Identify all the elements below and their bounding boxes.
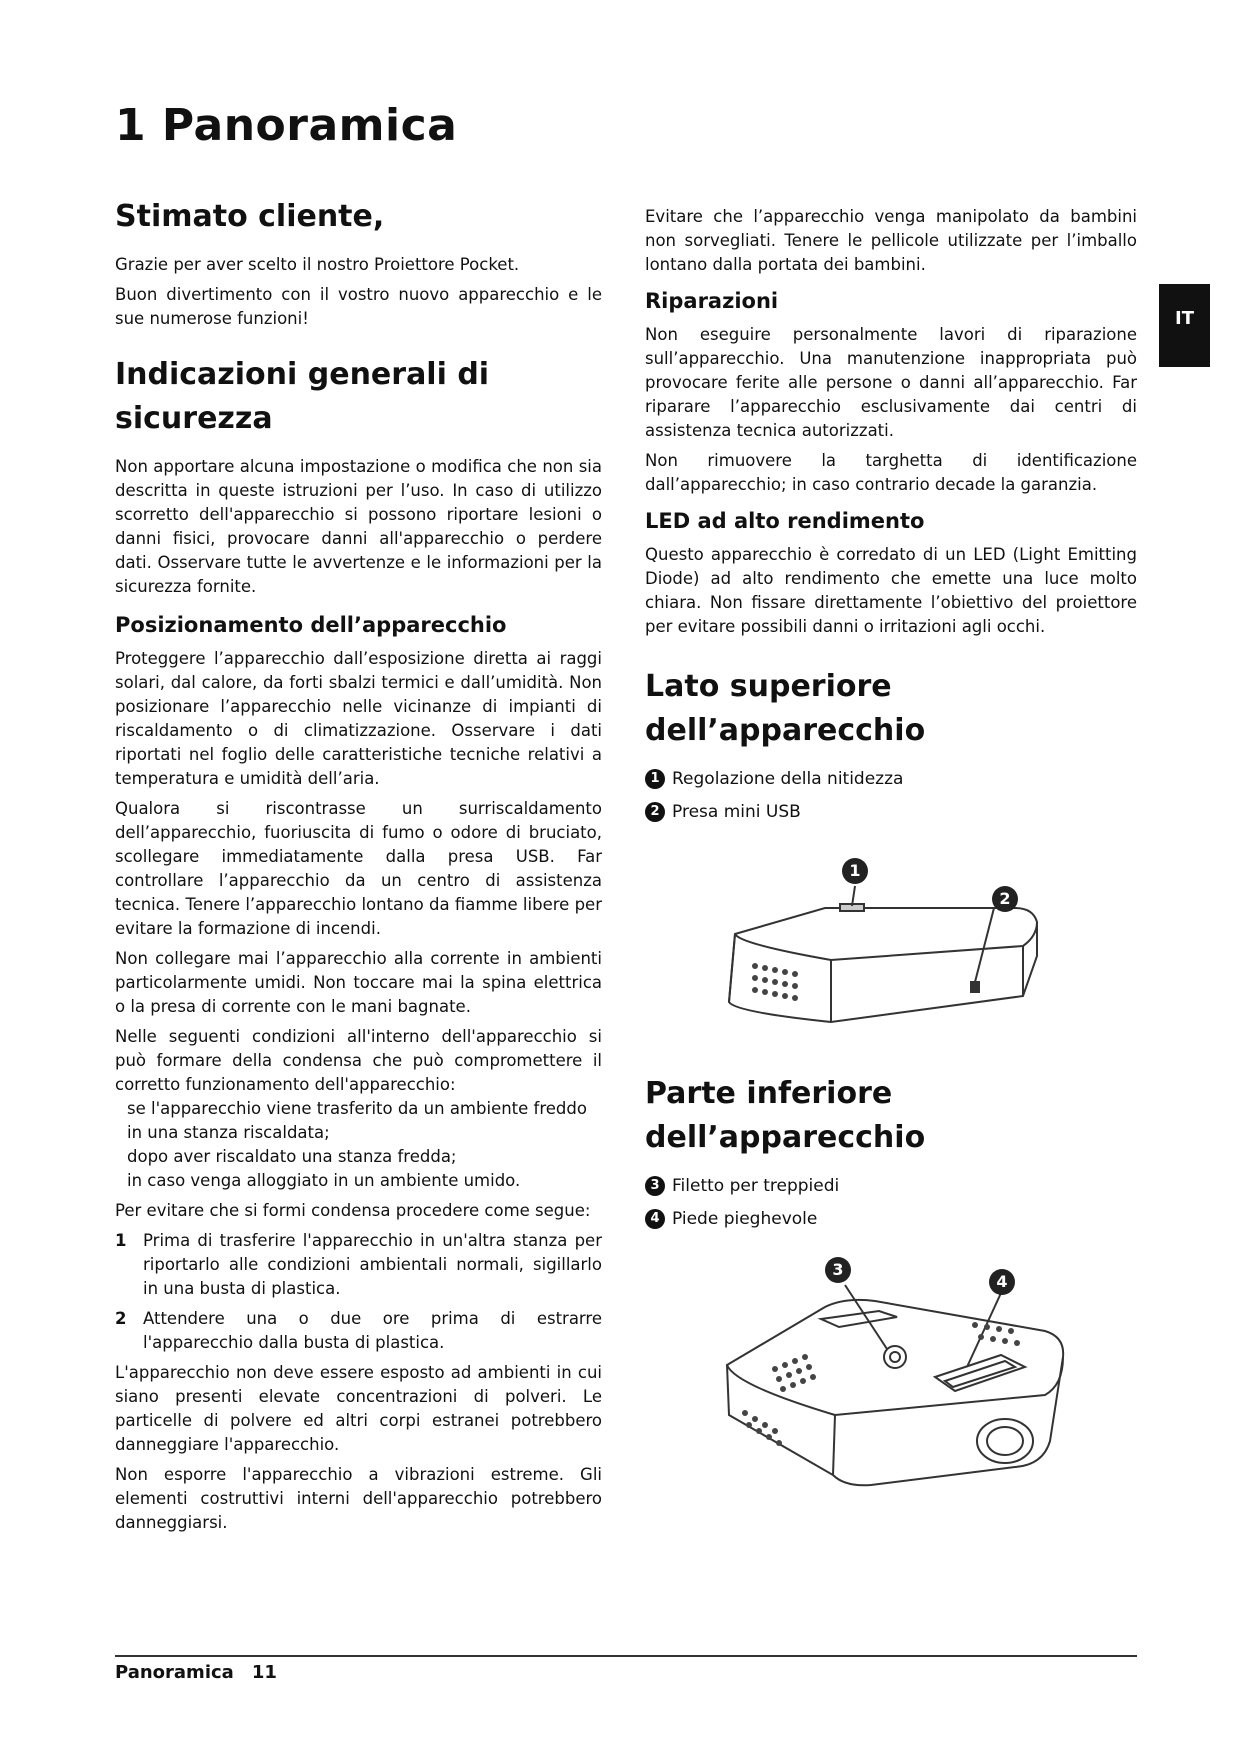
step-item — [115, 1307, 602, 1355]
led-heading: LED ad alto rendimento — [645, 509, 925, 533]
step-text: Prima di trasferire l'apparecchio in un'altra stanza per riportarlo alle condizioni ambientali normali, sigillarlo in una busta di plastica. — [143, 1231, 602, 1298]
callout-number-badge: 4 — [645, 1209, 665, 1229]
positioning-paragraph-2: Qualora si riscontrasse un surriscaldamento dell’apparecchio, fuoriuscita di fumo o odore di bruciato, scollegare immediatamente dalla presa USB. Far controllare l’apparecchio da un centro di assistenza tecnica. Tenere l’apparecchio lontano da fiamme libere per evitare la formazione di incendi. — [115, 799, 602, 938]
step-item — [115, 1229, 602, 1301]
positioning-paragraph-3: Non collegare mai l’apparecchio alla corrente in ambienti particolarmente umidi. Non toccare mai la spina elettrica o la presa di corrente con le mani bagnate. — [115, 949, 602, 1016]
conditions-list — [115, 1097, 602, 1193]
footer-section: Panoramica — [115, 1662, 234, 1683]
legend-item — [645, 1174, 1137, 1198]
footer-divider — [115, 1655, 1137, 1657]
positioning-paragraph-7: Non esporre l'apparecchio a vibrazioni estreme. Gli elementi costruttivi interni dell'apparecchio potrebbero danneggiarsi. — [115, 1465, 602, 1532]
page-title: 1 Panoramica — [115, 100, 458, 151]
positioning-heading: Posizionamento dell’apparecchio — [115, 613, 507, 637]
positioning-paragraph-6: L'apparecchio non deve essere esposto ad ambienti in cui siano presenti elevate concentrazioni di polveri. Le particelle di polvere ed altri corpi estranei potrebbero danneggiare l'apparecchio. — [115, 1363, 602, 1454]
list-item: dopo aver riscaldato una stanza fredda; — [127, 1147, 457, 1166]
repairs-paragraph-2: Non rimuovere la targhetta di identificazione dall’apparecchio; in caso contrario decade la garanzia. — [645, 451, 1137, 494]
projector-top-illustration — [645, 836, 1137, 1046]
legend-label: Filetto per treppiedi — [672, 1176, 840, 1196]
intro-paragraph-2: Buon divertimento con il vostro nuovo apparecchio e le sue numerose funzioni! — [115, 285, 602, 328]
positioning-paragraph-1: Proteggere l’apparecchio dall’esposizione diretta ai raggi solari, dal calore, da forti sbalzi termici e dall’umidità. Non posizionare l’apparecchio nelle vicinanze di impianti di riscaldamento o di climatizzazione. Osservare i dati riportati nel foglio delle caratteristiche tecniche relativi a temperatura e umidità dell’aria. — [115, 649, 602, 788]
legend-item — [645, 800, 1137, 824]
positioning-paragraph-5: Per evitare che si formi condensa procedere come segue: — [115, 1201, 591, 1220]
safety-heading: Indicazioni generali di sicurezza — [115, 357, 490, 436]
safety-paragraph: Non apportare alcuna impostazione o modifica che non sia descritta in queste istruzioni per l’uso. In caso di utilizzo scorretto dell'apparecchio si possono riportare lesioni o danni fisici, provocare danni all'apparecchio o perdere dati. Osservare tutte le avvertenze e le informazioni per la sicurezza fornite. — [115, 457, 602, 596]
callout-number-badge: 3 — [645, 1176, 665, 1196]
callout-number-badge: 1 — [645, 769, 665, 789]
callout-1: 1 — [842, 858, 868, 884]
led-paragraph: Questo apparecchio è corredato di un LED (Light Emitting Diode) ad alto rendimento che emette una luce molto chiara. Non fissare direttamente l’obiettivo del proiettore per evitare possibili danni o irritazioni agli occhi. — [645, 545, 1137, 636]
list-item: in caso venga alloggiato in un ambiente umido. — [127, 1171, 521, 1190]
top-side-heading: Lato superiore dell’apparecchio — [645, 669, 926, 748]
children-paragraph: Evitare che l’apparecchio venga manipolato da bambini non sorvegliati. Tenere le pellicole utilizzate per l’imballo lontano dalla portata dei bambini. — [645, 207, 1137, 274]
page-number: 11 — [251, 1662, 277, 1683]
bottom-view-figure — [645, 1245, 1137, 1505]
legend-label: Presa mini USB — [672, 802, 801, 822]
legend-item — [645, 1207, 1137, 1231]
legend-label: Regolazione della nitidezza — [672, 769, 904, 789]
greeting-heading: Stimato cliente, — [115, 199, 385, 234]
callout-4: 4 — [989, 1269, 1015, 1295]
positioning-paragraph-4: Nelle seguenti condizioni all'interno dell'apparecchio si può formare della condensa che può compromettere il corretto funzionamento dell'apparecchio: — [115, 1027, 602, 1094]
projector-bottom-illustration — [645, 1245, 1137, 1505]
step-text: Attendere una o due ore prima di estrarre l'apparecchio dalla busta di plastica. — [143, 1309, 602, 1352]
callout-3: 3 — [825, 1257, 851, 1283]
step-number: 1 — [115, 1231, 127, 1250]
legend-item — [645, 767, 1137, 791]
right-column — [645, 205, 1137, 1505]
list-item: se l'apparecchio viene trasferito da un ambiente freddo in una stanza riscaldata; — [127, 1099, 587, 1142]
intro-paragraph-1: Grazie per aver scelto il nostro Proiettore Pocket. — [115, 255, 520, 274]
repairs-paragraph-1: Non eseguire personalmente lavori di riparazione sull’apparecchio. Una manutenzione inappropriata può provocare ferite alle persone o danni all’apparecchio. Far riparare l’apparecchio esclusivamente dai centri di assistenza tecnica autorizzati. — [645, 325, 1137, 440]
left-column — [115, 195, 602, 1541]
callout-number-badge: 2 — [645, 802, 665, 822]
repairs-heading: Riparazioni — [645, 289, 779, 313]
language-tab: IT — [1159, 284, 1210, 367]
callout-2: 2 — [992, 886, 1018, 912]
bottom-side-heading: Parte inferiore dell’apparecchio — [645, 1076, 926, 1155]
step-number: 2 — [115, 1309, 127, 1328]
page-footer — [115, 1662, 277, 1683]
legend-label: Piede pieghevole — [672, 1209, 818, 1229]
top-view-figure — [645, 836, 1137, 1046]
